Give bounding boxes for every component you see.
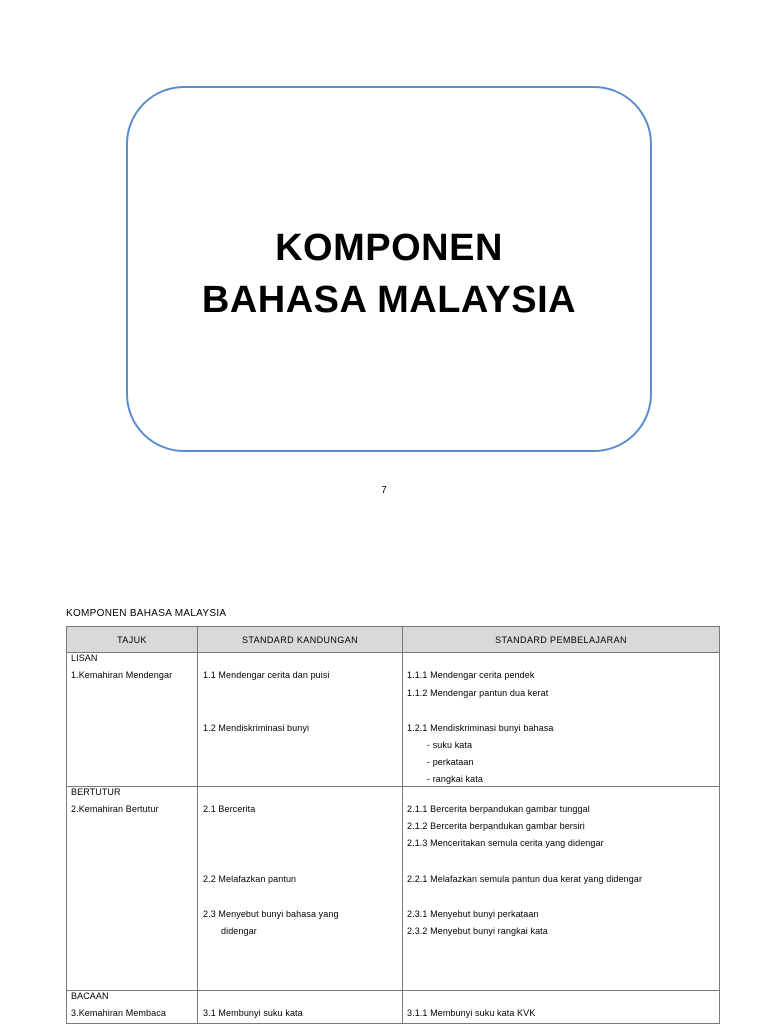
standard-kandungan-item: 2.2 Melafazkan pantun [203,874,297,884]
title-line-2: BAHASA MALAYSIA [201,279,577,321]
standard-kandungan-item: 1.2 Mendiskriminasi bunyi [203,723,310,733]
standard-kandungan-item: 2.3 Menyebut bunyi bahasa yang [203,909,339,919]
standard-pembelajaran-item: 1.1.2 Mendengar pantun dua kerat [407,688,549,698]
standard-pembelajaran-item: 2.3.1 Menyebut bunyi perkataan [407,909,539,919]
standard-pembelajaran-subitem: - rangkai kata [427,774,483,784]
section-heading: LISAN [71,653,98,663]
standard-pembelajaran-item: 2.1.2 Bercerita berpandukan gambar bersiri [407,821,585,831]
section-heading: BERTUTUR [71,787,121,797]
standard-kandungan-cell [198,653,403,787]
title-line-1: KOMPONEN [275,227,503,269]
header-standard-pembelajaran: STANDARD PEMBELAJARAN [403,627,720,653]
standard-pembelajaran-cell [403,653,720,787]
section-topic: 3.Kemahiran Membaca [71,1008,166,1018]
standard-kandungan-item: 1.1 Mendengar cerita dan puisi [203,670,330,680]
standard-pembelajaran-subitem: - perkataan [427,757,474,767]
header-tajuk: TAJUK [67,627,198,653]
section-topic: 2.Kemahiran Bertutur [71,804,159,814]
standard-pembelajaran-item: 2.2.1 Melafazkan semula pantun dua kerat yang didengar [407,874,643,884]
table-row [67,787,720,991]
standard-pembelajaran-item: 2.1.3 Menceritakan semula cerita yang didengar [407,838,604,848]
title-box [126,86,652,452]
table-caption: KOMPONEN BAHASA MALAYSIA [66,608,227,619]
table-row [67,991,720,1024]
section-topic: 1.Kemahiran Mendengar [71,670,173,680]
standard-pembelajaran-item: 2.1.1 Bercerita berpandukan gambar tunggal [407,804,590,814]
table-row [67,653,720,787]
page-number: 7 [381,485,387,496]
standard-pembelajaran-cell [403,991,720,1024]
standard-pembelajaran-item: 1.2.1 Mendiskriminasi bunyi bahasa [407,723,554,733]
tajuk-cell [67,787,198,991]
standard-pembelajaran-subitem: - suku kata [427,740,473,750]
table-header-row [67,627,720,653]
standard-pembelajaran-item: 3.1.1 Membunyi suku kata KVK [407,1008,536,1018]
standard-pembelajaran-cell [403,787,720,991]
standard-kandungan-item-continued: didengar [221,926,257,936]
standard-kandungan-cell [198,991,403,1024]
standard-kandungan-item: 3.1 Membunyi suku kata [203,1008,303,1018]
tajuk-cell [67,991,198,1024]
section-heading: BACAAN [71,991,109,1001]
standard-kandungan-item: 2.1 Bercerita [203,804,256,814]
curriculum-table [66,626,720,1024]
tajuk-cell [67,653,198,787]
standard-pembelajaran-item: 1.1.1 Mendengar cerita pendek [407,670,535,680]
standard-kandungan-cell [198,787,403,991]
standard-pembelajaran-item: 2.3.2 Menyebut bunyi rangkai kata [407,926,548,936]
header-standard-kandungan: STANDARD KANDUNGAN [198,627,403,653]
